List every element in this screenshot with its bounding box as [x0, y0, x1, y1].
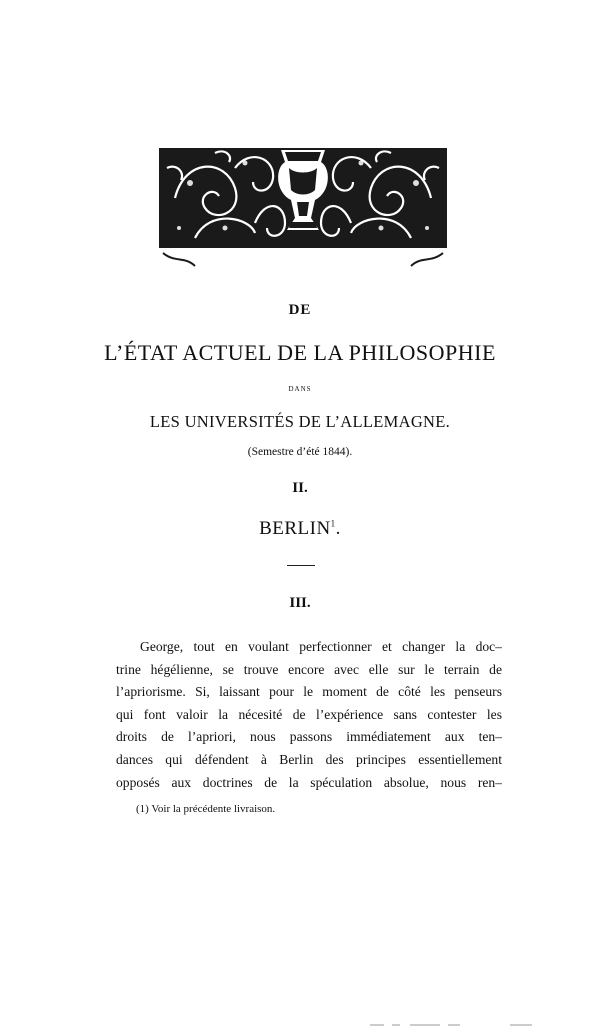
part-number: II.	[292, 480, 308, 496]
section-divider	[287, 565, 315, 566]
text-line: l’apriorisme. Si, laissant pour le moment de côté les penseurs	[116, 684, 502, 700]
text-line: droits de l’apriori, nous passons immédiatement aux ten–	[116, 729, 502, 745]
page-subtitle: LES UNIVERSITÉS DE L’ALLEMAGNE.	[149, 412, 451, 431]
text-line: trine hégélienne, se trouve encore avec elle sur le terrain de	[116, 661, 502, 677]
body-paragraph	[116, 636, 502, 794]
city-heading: BERLIN$^1$.	[259, 518, 341, 539]
heading-dans: DANS	[288, 385, 312, 393]
text-line: opposés aux doctrines de la spéculation absolue, nous ren–	[116, 774, 502, 790]
section-number: III.	[289, 595, 311, 611]
page-title: L’ÉTAT ACTUEL DE LA PHILOSOPHIE	[104, 340, 496, 365]
footnote-marker: 1	[330, 518, 336, 529]
text-line: dances qui défendent à Berlin des principes essentiellement	[116, 751, 502, 767]
scan-artifact-marks	[370, 1022, 540, 1028]
text-line: qui font valoir la nécesité de l’expérience sans contester les	[116, 706, 502, 722]
text-line: George, tout en voulant perfectionner et changer la doc–	[140, 639, 502, 654]
footnote: (1) Voir la précédente livraison.	[136, 803, 276, 815]
ornamental-vase-foliage-icon	[155, 128, 451, 276]
heading-de: DE	[288, 302, 312, 318]
semester-note: (Semestre d’été 1844).	[247, 446, 353, 458]
city-name: BERLIN	[259, 518, 331, 539]
